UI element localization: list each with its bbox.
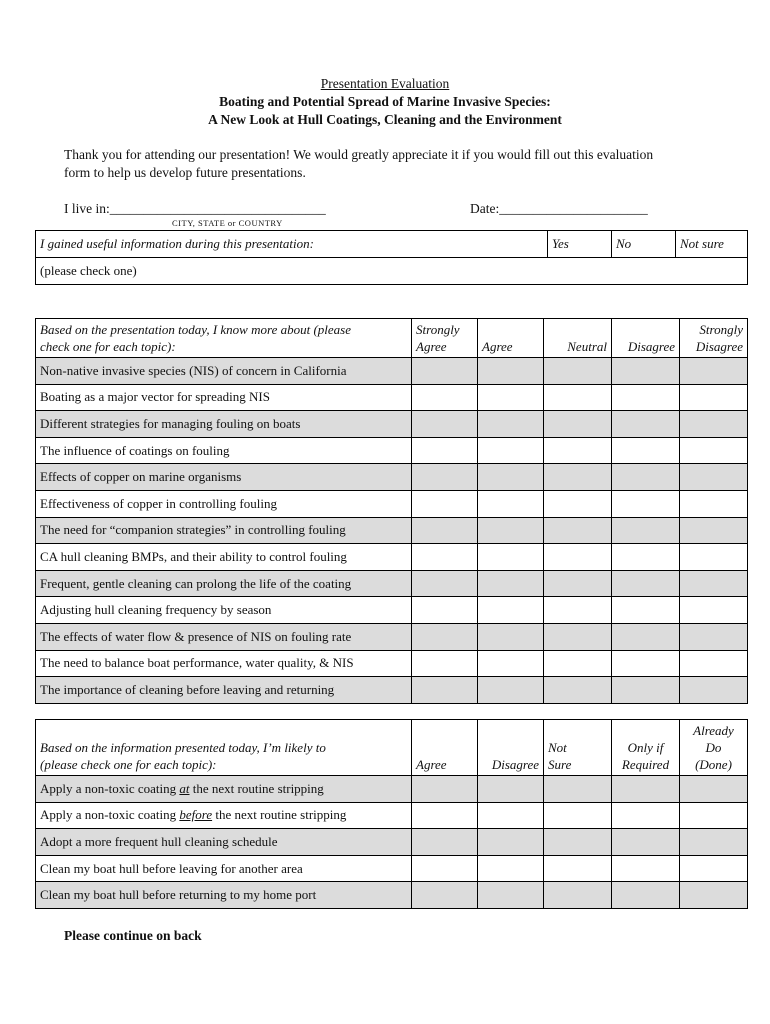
table-row bbox=[36, 776, 748, 803]
col-strongly-disagree-line1: Strongly bbox=[699, 322, 743, 337]
table-row bbox=[36, 855, 748, 882]
rating-checkbox-cell[interactable] bbox=[544, 570, 612, 597]
knowledge-question-line1: Based on the presentation today, I know more about (please bbox=[40, 322, 351, 337]
rating-checkbox-cell[interactable] bbox=[680, 650, 748, 677]
response-checkbox-cell[interactable] bbox=[412, 882, 478, 909]
intentions-table bbox=[35, 719, 748, 909]
rating-checkbox-cell[interactable] bbox=[478, 411, 544, 438]
table-row bbox=[36, 358, 748, 385]
rating-checkbox-cell[interactable] bbox=[680, 358, 748, 385]
rating-checkbox-cell[interactable] bbox=[612, 464, 680, 491]
action-text-end: the next routine stripping bbox=[212, 807, 347, 823]
response-checkbox-cell[interactable] bbox=[478, 882, 544, 909]
col3-only-if-line1: Only if bbox=[627, 740, 664, 755]
rating-checkbox-cell[interactable] bbox=[680, 597, 748, 624]
rating-checkbox-cell[interactable] bbox=[478, 570, 544, 597]
response-checkbox-cell[interactable] bbox=[544, 855, 612, 882]
rating-checkbox-cell[interactable] bbox=[478, 677, 544, 704]
topic-label: The effects of water flow & presence of NIS on fouling rate bbox=[36, 623, 412, 650]
rating-checkbox-cell[interactable] bbox=[478, 437, 544, 464]
rating-checkbox-cell[interactable] bbox=[412, 650, 478, 677]
response-checkbox-cell[interactable] bbox=[412, 855, 478, 882]
table-row bbox=[36, 570, 748, 597]
knowledge-rows bbox=[36, 358, 748, 704]
response-checkbox-cell[interactable] bbox=[680, 802, 748, 829]
rating-checkbox-cell[interactable] bbox=[478, 544, 544, 571]
rating-checkbox-cell[interactable] bbox=[612, 358, 680, 385]
action-text: Clean my boat hull before returning to my home port bbox=[40, 887, 317, 903]
rating-checkbox-cell[interactable] bbox=[612, 623, 680, 650]
response-checkbox-cell[interactable] bbox=[680, 855, 748, 882]
col-strongly-agree-line2: Agree bbox=[416, 339, 447, 354]
rating-checkbox-cell[interactable] bbox=[680, 544, 748, 571]
option-no[interactable]: No bbox=[612, 231, 676, 258]
col3-agree-label: Agree bbox=[416, 757, 447, 772]
response-checkbox-cell[interactable] bbox=[544, 829, 612, 856]
response-checkbox-cell[interactable] bbox=[544, 802, 612, 829]
rating-checkbox-cell[interactable] bbox=[680, 464, 748, 491]
rating-checkbox-cell[interactable] bbox=[612, 517, 680, 544]
col3-disagree-label: Disagree bbox=[491, 757, 539, 772]
col-strongly-disagree-line2: Disagree bbox=[695, 339, 743, 354]
knowledge-question-line2: check one for each topic): bbox=[40, 339, 176, 354]
option-not-sure[interactable]: Not sure bbox=[676, 231, 748, 258]
col3-already-line2: Do bbox=[705, 740, 722, 755]
response-checkbox-cell[interactable] bbox=[412, 776, 478, 803]
response-checkbox-cell[interactable] bbox=[412, 829, 478, 856]
rating-checkbox-cell[interactable] bbox=[412, 597, 478, 624]
rating-checkbox-cell[interactable] bbox=[544, 384, 612, 411]
response-checkbox-cell[interactable] bbox=[612, 776, 680, 803]
intentions-rows bbox=[36, 776, 748, 909]
col3-agree bbox=[412, 720, 478, 776]
response-checkbox-cell[interactable] bbox=[612, 829, 680, 856]
rating-checkbox-cell[interactable] bbox=[680, 623, 748, 650]
topic-label: Different strategies for managing fouling on boats bbox=[36, 411, 412, 438]
rating-checkbox-cell[interactable] bbox=[412, 677, 478, 704]
response-checkbox-cell[interactable] bbox=[612, 855, 680, 882]
rating-checkbox-cell[interactable] bbox=[412, 464, 478, 491]
date-field[interactable]: Date:______________________ bbox=[470, 201, 648, 216]
rating-checkbox-cell[interactable] bbox=[680, 411, 748, 438]
col3-disagree bbox=[478, 720, 544, 776]
table-row bbox=[36, 802, 748, 829]
rating-checkbox-cell[interactable] bbox=[544, 464, 612, 491]
rating-checkbox-cell[interactable] bbox=[544, 411, 612, 438]
col-strongly-disagree bbox=[680, 319, 748, 358]
action-text-end: the next routine stripping bbox=[189, 780, 324, 796]
rating-checkbox-cell[interactable] bbox=[412, 570, 478, 597]
action-label bbox=[36, 802, 412, 829]
action-text: Apply a non-toxic coating bbox=[40, 780, 180, 796]
rating-checkbox-cell[interactable] bbox=[412, 544, 478, 571]
rating-checkbox-cell[interactable] bbox=[680, 517, 748, 544]
response-checkbox-cell[interactable] bbox=[544, 776, 612, 803]
topic-label: CA hull cleaning BMPs, and their ability to control fouling bbox=[36, 544, 412, 571]
action-label bbox=[36, 776, 412, 803]
col3-already-line1: Already bbox=[693, 723, 734, 738]
rating-checkbox-cell[interactable] bbox=[412, 411, 478, 438]
col3-only-if-line2: Required bbox=[621, 757, 670, 772]
col3-not-sure-line2: Sure bbox=[548, 757, 572, 772]
table-row bbox=[36, 544, 748, 571]
action-label bbox=[36, 882, 412, 909]
action-emphasis: at bbox=[179, 780, 190, 796]
presentation-title: Boating and Potential Spread of Marine Invasive Species: bbox=[219, 94, 551, 109]
knowledge-table bbox=[35, 318, 748, 704]
topic-label: The influence of coatings on fouling bbox=[36, 437, 412, 464]
rating-checkbox-cell[interactable] bbox=[612, 411, 680, 438]
response-checkbox-cell[interactable] bbox=[680, 776, 748, 803]
response-checkbox-cell[interactable] bbox=[680, 829, 748, 856]
table-row bbox=[36, 517, 748, 544]
table-row bbox=[36, 384, 748, 411]
rating-checkbox-cell[interactable] bbox=[612, 544, 680, 571]
action-emphasis: before bbox=[179, 807, 213, 823]
intentions-question-line2: (please check one for each topic): bbox=[40, 757, 217, 772]
rating-checkbox-cell[interactable] bbox=[612, 437, 680, 464]
rating-checkbox-cell[interactable] bbox=[478, 623, 544, 650]
rating-checkbox-cell[interactable] bbox=[478, 358, 544, 385]
live-in-field[interactable]: I live in:________________________________ bbox=[64, 201, 326, 216]
rating-checkbox-cell[interactable] bbox=[412, 623, 478, 650]
topic-label: Effectiveness of copper in controlling fouling bbox=[36, 490, 412, 517]
response-checkbox-cell[interactable] bbox=[478, 855, 544, 882]
rating-checkbox-cell[interactable] bbox=[478, 597, 544, 624]
action-text: Adopt a more frequent hull cleaning schedule bbox=[40, 833, 278, 849]
table-row bbox=[36, 623, 748, 650]
col-neutral bbox=[544, 319, 612, 358]
rating-checkbox-cell[interactable] bbox=[612, 650, 680, 677]
col3-only-if-required bbox=[612, 720, 680, 776]
option-yes[interactable]: Yes bbox=[548, 231, 612, 258]
topic-label: The need to balance boat performance, water quality, & NIS bbox=[36, 650, 412, 677]
useful-info-question: I gained useful information during this presentation: bbox=[36, 231, 548, 258]
rating-checkbox-cell[interactable] bbox=[544, 650, 612, 677]
rating-checkbox-cell[interactable] bbox=[412, 490, 478, 517]
rating-checkbox-cell[interactable] bbox=[544, 358, 612, 385]
table-row bbox=[36, 882, 748, 909]
rating-checkbox-cell[interactable] bbox=[412, 517, 478, 544]
rating-checkbox-cell[interactable] bbox=[478, 490, 544, 517]
rating-checkbox-cell[interactable] bbox=[544, 517, 612, 544]
knowledge-question bbox=[36, 319, 412, 358]
response-checkbox-cell[interactable] bbox=[544, 882, 612, 909]
live-in-caption: CITY, STATE or COUNTRY bbox=[172, 218, 283, 228]
rating-checkbox-cell[interactable] bbox=[612, 570, 680, 597]
col-strongly-agree-line1: Strongly bbox=[416, 322, 460, 337]
response-checkbox-cell[interactable] bbox=[612, 802, 680, 829]
col3-already-line3: (Done) bbox=[695, 757, 732, 772]
topic-label: Boating as a major vector for spreading NIS bbox=[36, 384, 412, 411]
rating-checkbox-cell[interactable] bbox=[412, 384, 478, 411]
useful-info-instruction: (please check one) bbox=[36, 258, 748, 285]
action-label bbox=[36, 855, 412, 882]
action-label bbox=[36, 829, 412, 856]
table-row bbox=[36, 650, 748, 677]
topic-label: The importance of cleaning before leaving and returning bbox=[36, 677, 412, 704]
rating-checkbox-cell[interactable] bbox=[544, 544, 612, 571]
col-neutral-label: Neutral bbox=[567, 339, 607, 354]
rating-checkbox-cell[interactable] bbox=[544, 677, 612, 704]
col-disagree bbox=[612, 319, 680, 358]
col-agree bbox=[478, 319, 544, 358]
response-checkbox-cell[interactable] bbox=[478, 829, 544, 856]
form-title: Presentation Evaluation bbox=[320, 76, 450, 91]
rating-checkbox-cell[interactable] bbox=[680, 570, 748, 597]
col3-not-sure-line1: Not bbox=[548, 740, 567, 755]
response-checkbox-cell[interactable] bbox=[612, 882, 680, 909]
rating-checkbox-cell[interactable] bbox=[544, 437, 612, 464]
action-text: Clean my boat hull before leaving for another area bbox=[40, 860, 303, 876]
response-checkbox-cell[interactable] bbox=[478, 802, 544, 829]
col-agree-label: Agree bbox=[482, 339, 513, 354]
topic-label: Frequent, gentle cleaning can prolong the life of the coating bbox=[36, 570, 412, 597]
table-row bbox=[36, 597, 748, 624]
topic-label: Adjusting hull cleaning frequency by season bbox=[36, 597, 412, 624]
rating-checkbox-cell[interactable] bbox=[680, 437, 748, 464]
rating-checkbox-cell[interactable] bbox=[544, 597, 612, 624]
rating-checkbox-cell[interactable] bbox=[478, 517, 544, 544]
intro-text: Thank you for attending our presentation! We would greatly appreciate it if you would fill out this evaluation form to help us develop future presentations. bbox=[64, 147, 654, 180]
response-checkbox-cell[interactable] bbox=[478, 776, 544, 803]
table-row bbox=[36, 464, 748, 491]
rating-checkbox-cell[interactable] bbox=[680, 490, 748, 517]
response-checkbox-cell[interactable] bbox=[412, 802, 478, 829]
rating-checkbox-cell[interactable] bbox=[478, 650, 544, 677]
table-row bbox=[36, 677, 748, 704]
col3-not-sure bbox=[544, 720, 612, 776]
rating-checkbox-cell[interactable] bbox=[544, 623, 612, 650]
topic-label: Effects of copper on marine organisms bbox=[36, 464, 412, 491]
table-row bbox=[36, 490, 748, 517]
col3-already-do bbox=[680, 720, 748, 776]
presentation-subtitle: A New Look at Hull Coatings, Cleaning and the Environment bbox=[208, 112, 562, 127]
rating-checkbox-cell[interactable] bbox=[612, 677, 680, 704]
rating-checkbox-cell[interactable] bbox=[612, 384, 680, 411]
table-row bbox=[36, 829, 748, 856]
intentions-question-line1: Based on the information presented today, I’m likely to bbox=[40, 740, 326, 755]
topic-label: The need for “companion strategies” in controlling fouling bbox=[36, 517, 412, 544]
rating-checkbox-cell[interactable] bbox=[680, 677, 748, 704]
col-strongly-agree bbox=[412, 319, 478, 358]
action-text: Apply a non-toxic coating bbox=[40, 807, 180, 823]
table-row bbox=[36, 411, 748, 438]
useful-info-table bbox=[35, 230, 748, 285]
rating-checkbox-cell[interactable] bbox=[478, 464, 544, 491]
rating-checkbox-cell[interactable] bbox=[680, 384, 748, 411]
rating-checkbox-cell[interactable] bbox=[612, 490, 680, 517]
col-disagree-label: Disagree bbox=[627, 339, 675, 354]
rating-checkbox-cell[interactable] bbox=[412, 358, 478, 385]
rating-checkbox-cell[interactable] bbox=[412, 437, 478, 464]
rating-checkbox-cell[interactable] bbox=[612, 597, 680, 624]
response-checkbox-cell[interactable] bbox=[680, 882, 748, 909]
continue-on-back: Please continue on back bbox=[64, 928, 202, 943]
rating-checkbox-cell[interactable] bbox=[478, 384, 544, 411]
topic-label: Non-native invasive species (NIS) of concern in California bbox=[36, 358, 412, 385]
rating-checkbox-cell[interactable] bbox=[544, 490, 612, 517]
intentions-question bbox=[36, 720, 412, 776]
table-row bbox=[36, 437, 748, 464]
